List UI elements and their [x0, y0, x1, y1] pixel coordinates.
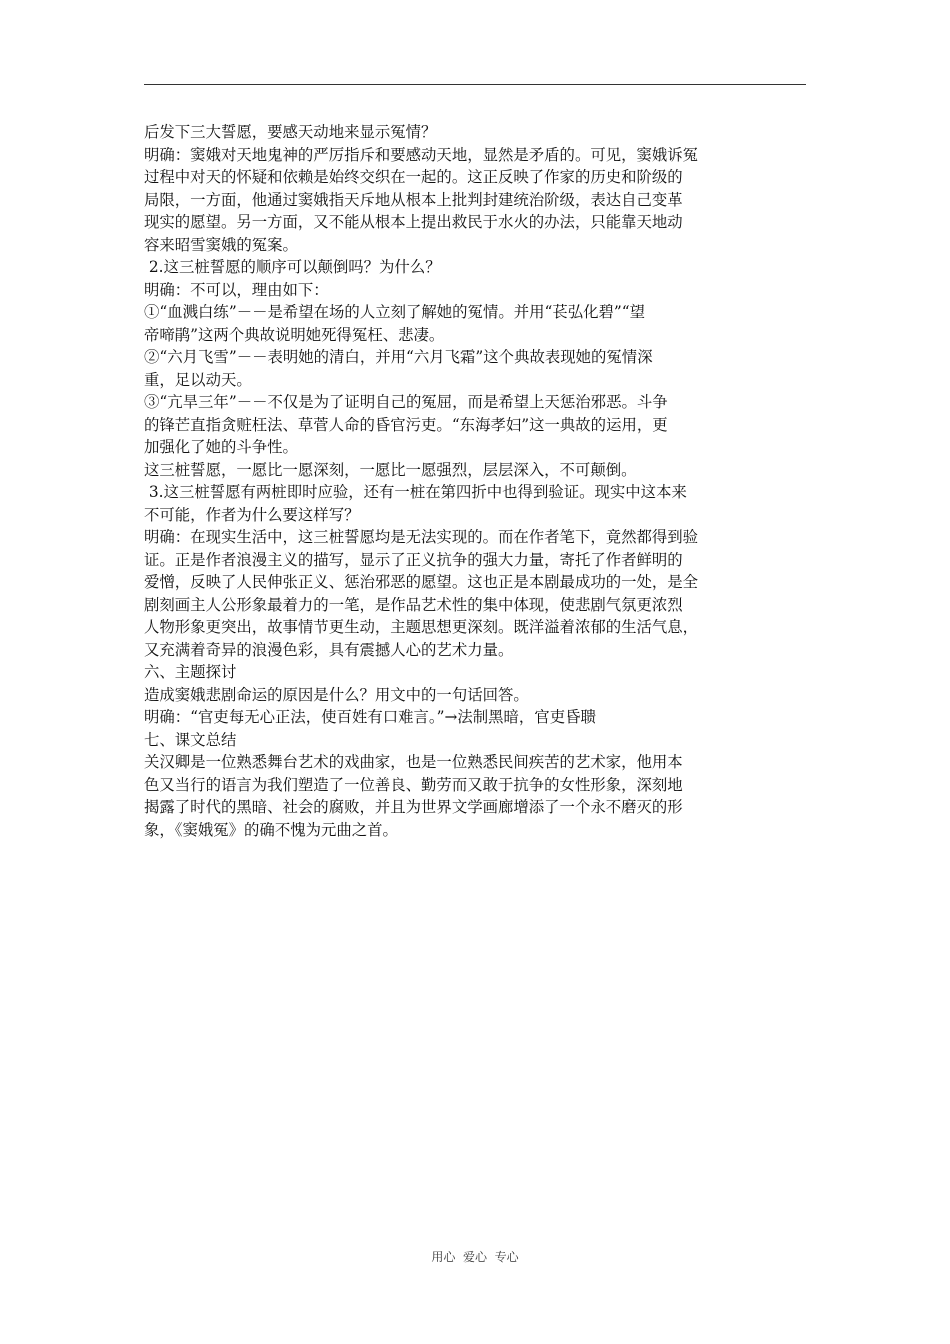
document-body — [144, 121, 808, 841]
header-rule — [144, 84, 806, 85]
text-line: 加强化了她的斗争性。 — [144, 438, 298, 456]
text-line: 爱憎，反映了人民伸张正义、惩治邪恶的愿望。这也正是本剧最成功的一处，是全 — [144, 573, 699, 591]
text-line: 色又当行的语言为我们塑造了一位善良、勤劳而又敢于抗争的女性形象，深刻地 — [144, 775, 683, 794]
text-line: 造成窦娥悲剧命运的原因是什么？用文中的一句话回答。 — [144, 685, 529, 704]
text-line: 容来昭雪窦娥的冤案。 — [144, 235, 298, 254]
text-line: 帝啼鹃”这两个典故说明她死得冤枉、悲凄。 — [144, 325, 445, 344]
page-footer: 用心 爱心 专心 — [431, 1250, 519, 1264]
section-heading: 六、主题探讨 — [144, 663, 237, 681]
text-line: 明确：“官吏每无心正法，使百姓有口难言。”→法制黑暗，官吏昏聩 — [144, 708, 596, 726]
text-line: ③“亢旱三年”－－不仅是为了证明自己的冤屈，而是希望上天惩治邪恶。斗争 — [144, 393, 668, 411]
text-line: 明确：在现实生活中，这三桩誓愿均是无法实现的。而在作者笔下，竟然都得到验 — [144, 528, 699, 546]
section-heading: 七、课文总结 — [144, 730, 237, 749]
text-line: 现实的愿望。另一方面，又不能从根本上提出救民于水火的办法，只能靠天地动 — [144, 213, 683, 231]
text-line: 局限，一方面，他通过窦娥指天斥地从根本上批判封建统治阶级，表达自己变革 — [144, 190, 683, 209]
text-line: ①“血溅白练”－－是希望在场的人立刻了解她的冤情。并用“苌弘化碧”“望 — [144, 303, 646, 321]
text-line: 重，足以动天。 — [144, 370, 252, 389]
text-line: 后发下三大誓愿，要感天动地来显示冤情？ — [144, 123, 437, 141]
text-line: 揭露了时代的黑暗、社会的腐败，并且为世界文学画廊增添了一个永不磨灭的形 — [144, 798, 683, 816]
text-line: 的锋芒直指贪赃枉法、草菅人命的昏官污吏。“东海孝妇”这一典故的运用，更 — [144, 415, 668, 434]
text-line: 剧刻画主人公形象最着力的一笔，是作品艺术性的集中体现，使悲剧气氛更浓烈 — [144, 595, 683, 614]
text-line: 不可能，作者为什么要这样写？ — [144, 505, 360, 524]
text-line: 证。正是作者浪漫主义的描写，显示了正义抗争的强大力量，寄托了作者鲜明的 — [144, 550, 683, 569]
text-line: 象，《窦娥冤》的确不愧为元曲之首。 — [144, 820, 398, 839]
text-line: 过程中对天的怀疑和依赖是始终交织在一起的。这正反映了作家的历史和阶级的 — [144, 168, 683, 186]
text-line: 明确：不可以，理由如下： — [144, 280, 329, 299]
text-line: 人物形象更突出，故事情节更生动，主题思想更深刻。既洋溢着浓郁的生活气息， — [144, 618, 699, 636]
text-line: 明确：窦娥对天地鬼神的严厉指斥和要感动天地，显然是矛盾的。可见，窦娥诉冤 — [144, 145, 699, 164]
text-line: 又充满着奇异的浪漫色彩，具有震撼人心的艺术力量。 — [144, 640, 514, 659]
question-heading: 3.这三桩誓愿有两桩即时应验，还有一桩在第四折中也得到验证。现实中这本来 — [144, 483, 687, 501]
question-heading: 2.这三桩誓愿的顺序可以颠倒吗？为什么？ — [144, 258, 441, 276]
text-line: ②“六月飞雪”－－表明她的清白，并用“六月飞霜”这个典故表现她的冤情深 — [144, 348, 653, 366]
text-line: 这三桩誓愿，一愿比一愿深刻，一愿比一愿强烈，层层深入，不可颠倒。 — [144, 460, 637, 479]
text-line: 关汉卿是一位熟悉舞台艺术的戏曲家，也是一位熟悉民间疾苦的艺术家，他用本 — [144, 753, 683, 771]
